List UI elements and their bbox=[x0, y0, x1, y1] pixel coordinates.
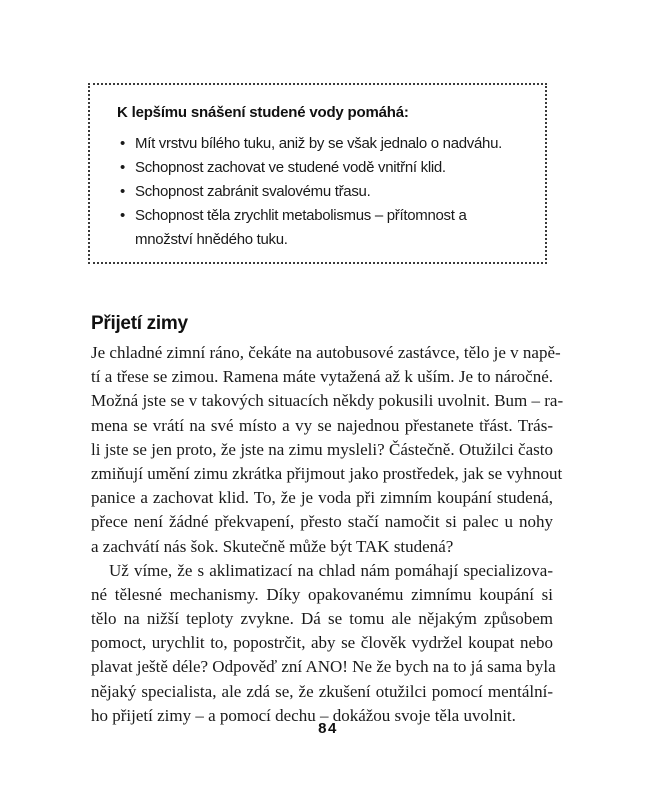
paragraph-line: tělo na nižší teploty zvykne. Dá se tomu ale nějakým způsobem bbox=[91, 609, 553, 629]
list-item-text: Mít vrstvu bílého tuku, aniž by se však jednalo o nadváhu. bbox=[135, 135, 502, 152]
bullet-icon: • bbox=[120, 159, 125, 176]
paragraph-line: né tělesné mechanismy. Díky opakovanému zimnímu koupání si bbox=[91, 584, 553, 604]
paragraph-line: Možná jste se v takových situacích někdy pokusili uvolnit. Bum – ra- bbox=[91, 391, 564, 411]
body-text bbox=[91, 341, 564, 728]
paragraph-line: zmiňují umění zimu zkrátka přijmout jako prostředek, jak se vyhnout bbox=[91, 463, 563, 483]
info-box-list bbox=[117, 132, 527, 252]
paragraph-line: li jste se jen proto, že jste na zimu mysleli? Částečně. Otužilci často bbox=[91, 439, 553, 459]
bullet-icon: • bbox=[120, 135, 125, 152]
page-number: 84 bbox=[318, 720, 338, 737]
paragraph-line: přece není žádné překvapení, přesto stačí namočit si palec u nohy bbox=[91, 512, 553, 532]
paragraph-line: nějaký specialista, ale zdá se, že zkušení otužilci pomocí mentální- bbox=[91, 681, 553, 701]
info-box bbox=[88, 83, 547, 264]
section-heading: Přijetí zimy bbox=[91, 313, 188, 334]
paragraph-line: mena se vrátí na své místo a vy se najednou přestanete třást. Trás- bbox=[91, 415, 553, 435]
paragraph-line: Už víme, že s aklimatizací na chlad nám pomáhají specializova- bbox=[109, 560, 553, 580]
paragraph-line: pomoct, urychlit to, popostrčit, aby se člověk vydržel koupat nebo bbox=[91, 633, 553, 653]
bullet-icon: • bbox=[120, 183, 125, 200]
paragraph-line: Je chladné zimní ráno, čekáte na autobusové zastávce, tělo je v napě- bbox=[91, 343, 561, 362]
list-item-text: Schopnost zachovat ve studené vodě vnitřní klid. bbox=[135, 159, 446, 176]
paragraph-line: plavat ještě déle? Odpověď zní ANO! Ne že bych na to já sama byla bbox=[91, 657, 556, 677]
paragraph-line: panice a zachovat klid. To, že je voda při zimním koupání studená, bbox=[91, 488, 553, 508]
paragraph-line: tí a třese se zimou. Ramena máte vytažená až k uším. Je to náročné. bbox=[91, 367, 553, 387]
list-item bbox=[117, 132, 527, 156]
list-item bbox=[117, 180, 527, 204]
paragraph-line: a zachvátí nás šok. Skutečně může být TAK studená? bbox=[91, 536, 454, 556]
list-item bbox=[117, 204, 527, 252]
list-item-text: Schopnost těla zrychlit metabolismus – přítomnost a množství hnědého tuku. bbox=[135, 207, 467, 248]
info-box-title: K lepšímu snášení studené vody pomáhá: bbox=[117, 104, 409, 121]
list-item bbox=[117, 156, 527, 180]
paragraph-line: ho přijetí zimy – a pomocí dechu – dokážou svoje těla uvolnit. bbox=[91, 705, 516, 725]
list-item-text: Schopnost zabránit svalovému třasu. bbox=[135, 183, 371, 200]
bullet-icon: • bbox=[120, 207, 125, 224]
